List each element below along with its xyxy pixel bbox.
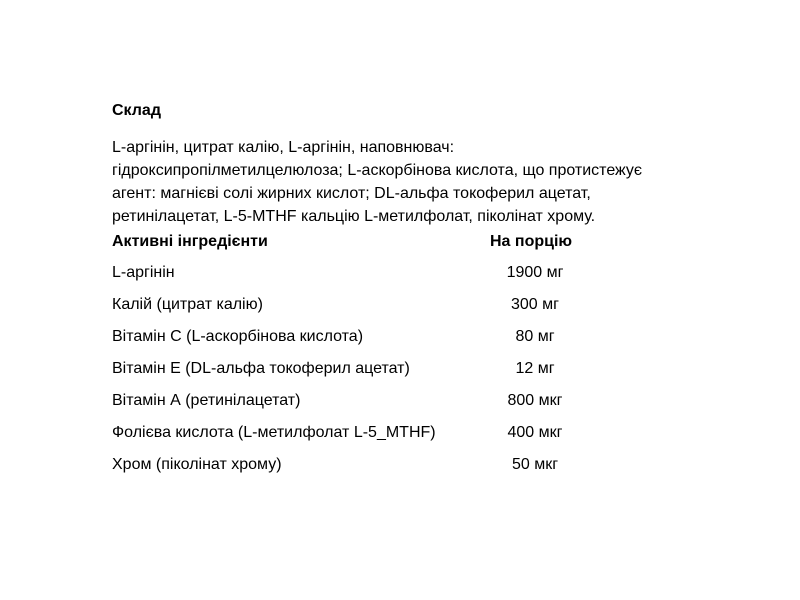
ingredient-name: Вітамін С (L-аскорбінова кислота) [112,328,364,345]
ingredient-amount: 12 мг [515,360,555,377]
ingredient-name: L-аргінін [112,264,175,281]
ingredient-amount: 400 мкг [507,424,563,441]
ingredients-table [112,263,632,487]
table-row [112,423,632,455]
ingredient-amount: 800 мкг [507,392,563,409]
ingredient-amount: 50 мкг [511,456,559,473]
ingredient-amount: 1900 мг [506,264,564,281]
table-row [112,263,632,295]
header-active-ingredients: Активні інгредієнти [112,233,268,250]
ingredient-name: Хром (піколінат хрому) [112,456,282,473]
composition-line: ретинілацетат, L-5-MTHF кальцію L-метилфолат, піколінат хрому. [112,208,596,225]
ingredient-name: Калій (цитрат калію) [112,296,263,313]
ingredient-amount: 300 мг [511,296,559,313]
table-row [112,359,632,391]
ingredients-table-header [112,232,612,252]
composition-line: L-аргінін, цитрат калію, L-аргінін, наповнювач: [112,139,455,156]
header-per-serving: На порцію [490,233,573,250]
table-row [112,391,632,423]
ingredient-name: Вітамін Е (DL-альфа токоферил ацетат) [112,360,410,377]
composition-paragraph [112,136,732,228]
section-heading: Склад [112,102,161,119]
table-row [112,295,632,327]
composition-line: гідроксипропілметилцелюлоза; L-аскорбінова кислота, що протистежує [112,162,643,179]
ingredient-name: Фолієва кислота (L-метилфолат L-5_MTHF) [112,424,436,441]
table-row [112,327,632,359]
ingredient-amount: 80 мг [515,328,555,345]
composition-line: агент: магнієві солі жирних кислот; DL-альфа токоферил ацетат, [112,185,591,202]
ingredient-name: Вітамін А (ретинілацетат) [112,392,301,409]
table-row [112,455,632,487]
